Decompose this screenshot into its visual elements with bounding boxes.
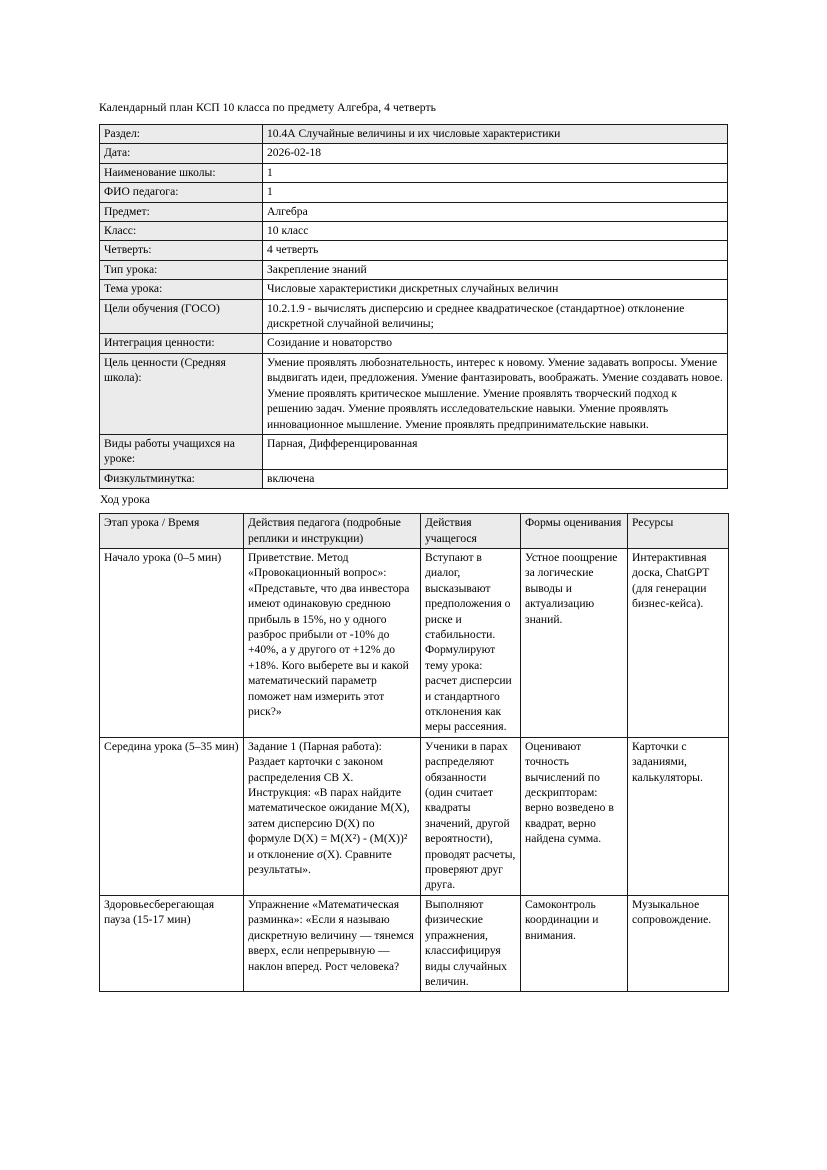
page-title: Календарный план КСП 10 класса по предмету Алгебра, 4 четверть	[99, 101, 436, 114]
table-row	[100, 895, 729, 991]
table-row	[100, 280, 728, 299]
meta-label: Класс:	[100, 222, 263, 241]
cell-teacher-actions: Задание 1 (Парная работа): Раздает карточки с законом распределения СВ X. Инструкция: «В парах найдите математическое ожидание M(X), затем дисперсию D(X) по формуле D(X) = M(X²) - (M(X))² и отклонение σ(X). Сравните результаты».	[244, 737, 421, 895]
meta-value: Парная, Дифференцированная	[263, 434, 728, 469]
meta-value: 1	[263, 183, 728, 202]
meta-label: Предмет:	[100, 202, 263, 221]
meta-label: Четверть:	[100, 241, 263, 260]
meta-label: ФИО педагога:	[100, 183, 263, 202]
meta-label: Виды работы учащихся на уроке:	[100, 434, 263, 469]
meta-value: 2026-02-18	[263, 144, 728, 163]
meta-value: Числовые характеристики дискретных случайных величин	[263, 280, 728, 299]
meta-label: Наименование школы:	[100, 163, 263, 182]
meta-label: Тип урока:	[100, 260, 263, 279]
meta-value: 10.2.1.9 - вычислять дисперсию и среднее квадратическое (стандартное) отклонение дискретной случайной величины;	[263, 299, 728, 334]
table-row	[100, 260, 728, 279]
table-row	[100, 144, 728, 163]
flow-section-caption: Ход урока	[100, 493, 150, 507]
meta-value: включена	[263, 469, 728, 488]
meta-value: 4 четверть	[263, 241, 728, 260]
table-row	[100, 334, 728, 353]
cell-resources: Интерактивная доска, ChatGPT (для генерации бизнес-кейса).	[628, 548, 729, 737]
table-row	[100, 434, 728, 469]
table-header-row	[100, 514, 729, 549]
lesson-flow-body	[100, 548, 729, 991]
cell-teacher-actions: Приветствие. Метод «Провокационный вопрос»: «Представьте, что два инвестора имеют одинаковую среднюю прибыль в 15%, но у одного разброс прибыли от -10% до +40%, а у другого от +12% до +18%. Кого выберете вы и какой математический параметр поможет нам измерить этот риск?»	[244, 548, 421, 737]
lesson-metadata-table	[99, 124, 728, 489]
cell-assessment: Самоконтроль координации и внимания.	[521, 895, 628, 991]
meta-value: 10 класс	[263, 222, 728, 241]
cell-assessment: Устное поощрение за логические выводы и актуализацию знаний.	[521, 548, 628, 737]
table-row	[100, 202, 728, 221]
table-row	[100, 125, 728, 144]
cell-resources: Карточки с заданиями, калькуляторы.	[628, 737, 729, 895]
lesson-flow-table	[99, 513, 729, 992]
meta-value: Созидание и новаторство	[263, 334, 728, 353]
lesson-metadata-body	[100, 125, 728, 489]
cell-resources: Музыкальное сопровождение.	[628, 895, 729, 991]
meta-label: Цели обучения (ГОСО)	[100, 299, 263, 334]
column-header-teacher-actions: Действия педагога (подробные реплики и инструкции)	[244, 514, 421, 549]
table-row	[100, 241, 728, 260]
table-row	[100, 353, 728, 434]
meta-value: Алгебра	[263, 202, 728, 221]
table-row	[100, 548, 729, 737]
column-header-stage: Этап урока / Время	[100, 514, 244, 549]
table-row	[100, 163, 728, 182]
meta-value: Закрепление знаний	[263, 260, 728, 279]
meta-label: Цель ценности (Средняя школа):	[100, 353, 263, 434]
table-row	[100, 183, 728, 202]
column-header-assessment: Формы оценивания	[521, 514, 628, 549]
table-row	[100, 299, 728, 334]
cell-stage: Начало урока (0–5 мин)	[100, 548, 244, 737]
cell-assessment: Оценивают точность вычислений по дескрипторам: верно возведено в квадрат, верно найдена сумма.	[521, 737, 628, 895]
cell-teacher-actions: Упражнение «Математическая разминка»: «Если я называю дискретную величину — тянемся вверх, если непрерывную — наклон вперед. Рост человека?	[244, 895, 421, 991]
meta-value: Умение проявлять любознательность, интерес к новому. Умение задавать вопросы. Умение выдвигать идеи, предложения. Умение фантазировать, воображать. Умение создавать новое. Умение проявлять критическое мышление. Умение проявлять творческий подход к решению задач. Умение проявлять исследовательские навыки. Умение проявлять инновационное мышление. Умение проявлять предпринимательские навыки.	[263, 353, 728, 434]
column-header-student-actions: Действия учащегося	[421, 514, 521, 549]
table-row	[100, 469, 728, 488]
column-header-resources: Ресурсы	[628, 514, 729, 549]
cell-student-actions: Вступают в диалог, высказывают предположения о риске и стабильности. Формулируют тему урока: расчет дисперсии и стандартного отклонения как меры рассеяния.	[421, 548, 521, 737]
meta-value: 10.4А Случайные величины и их числовые характеристики	[263, 125, 728, 144]
cell-stage: Середина урока (5–35 мин)	[100, 737, 244, 895]
page-content	[99, 100, 728, 992]
meta-label: Тема урока:	[100, 280, 263, 299]
cell-student-actions: Ученики в парах распределяют обязанности (один считает квадраты значений, другой вероятности), проводят расчеты, проверяют друг друга.	[421, 737, 521, 895]
meta-value: 1	[263, 163, 728, 182]
meta-label: Дата:	[100, 144, 263, 163]
meta-label: Интеграция ценности:	[100, 334, 263, 353]
meta-label: Раздел:	[100, 125, 263, 144]
table-row	[100, 222, 728, 241]
cell-student-actions: Выполняют физические упражнения, классифицируя виды случайных величин.	[421, 895, 521, 991]
meta-label: Физкультминутка:	[100, 469, 263, 488]
table-row	[100, 737, 729, 895]
lesson-flow-header	[100, 514, 729, 549]
cell-stage: Здоровьесберегающая пауза (15-17 мин)	[100, 895, 244, 991]
